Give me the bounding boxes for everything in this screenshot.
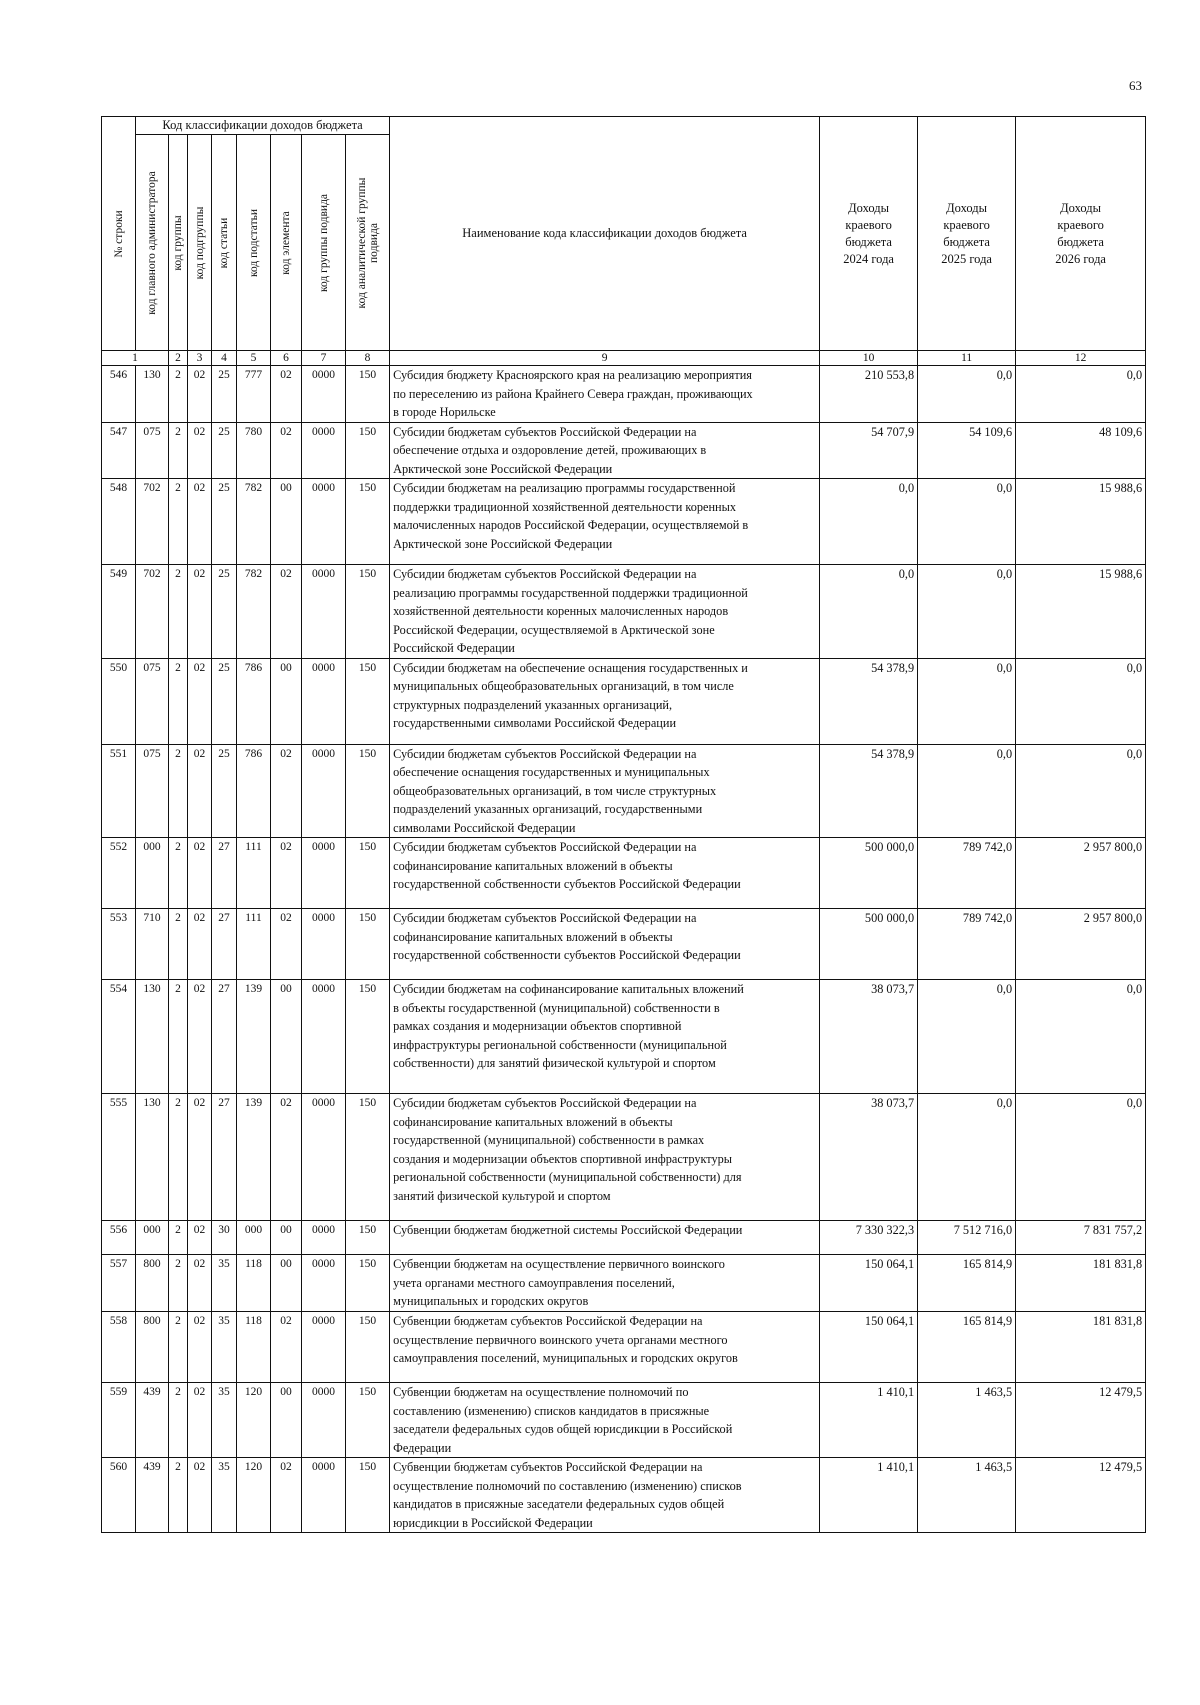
code-cell: 02: [188, 422, 212, 479]
row-name: Субсидии бюджетам субъектов Российской Федерации на софинансирование капитальных вложений в объекты государственной собственности субъектов Российской Федерации: [390, 909, 820, 980]
column-number: 3: [188, 351, 212, 366]
code-cell: 02: [271, 565, 302, 659]
value-2025: 789 742,0: [918, 909, 1016, 980]
code-cell: 0000: [302, 422, 346, 479]
row-number: 546: [102, 366, 136, 423]
code-cell: 118: [237, 1255, 271, 1312]
code-cell: 2: [169, 479, 188, 565]
code-cell: 02: [271, 1458, 302, 1533]
value-2024: 54 378,9: [820, 744, 918, 838]
row-number: 558: [102, 1312, 136, 1383]
row-name: Субвенции бюджетам субъектов Российской Федерации на осуществление первичного воинского учета органами местного самоуправления поселений, муниципальных и городских округов: [390, 1312, 820, 1383]
code-cell: 0000: [302, 1221, 346, 1255]
code-cell: 25: [212, 422, 237, 479]
code-cell: 075: [136, 658, 169, 744]
code-cell: 2: [169, 980, 188, 1094]
code-cell: 25: [212, 744, 237, 838]
code-cell: 150: [346, 422, 390, 479]
code-cell: 2: [169, 1312, 188, 1383]
header-name: Наименование кода классификации доходов бюджета: [390, 117, 820, 351]
code-cell: 0000: [302, 909, 346, 980]
value-2024: 210 553,8: [820, 366, 918, 423]
code-cell: 25: [212, 565, 237, 659]
code-cell: 00: [271, 1255, 302, 1312]
value-2024: 54 378,9: [820, 658, 918, 744]
value-2026: 0,0: [1016, 744, 1146, 838]
value-2026: 181 831,8: [1016, 1312, 1146, 1383]
value-2026: 15 988,6: [1016, 565, 1146, 659]
value-2026: 181 831,8: [1016, 1255, 1146, 1312]
header-classification-group: Код классификации доходов бюджета: [136, 117, 390, 135]
code-cell: 02: [188, 838, 212, 909]
code-cell: 02: [188, 1255, 212, 1312]
code-cell: 150: [346, 980, 390, 1094]
code-cell: 02: [271, 744, 302, 838]
code-cell: 2: [169, 1094, 188, 1221]
value-2025: 0,0: [918, 565, 1016, 659]
code-cell: 439: [136, 1458, 169, 1533]
budget-revenue-table: [101, 116, 1146, 1533]
code-cell: 0000: [302, 1094, 346, 1221]
row-number: 555: [102, 1094, 136, 1221]
code-cell: 0000: [302, 479, 346, 565]
code-cell: 150: [346, 1255, 390, 1312]
code-cell: 782: [237, 565, 271, 659]
code-cell: 0000: [302, 744, 346, 838]
value-2025: 54 109,6: [918, 422, 1016, 479]
table-row: [102, 1458, 1146, 1533]
code-cell: 35: [212, 1383, 237, 1458]
header-code-7: код группы подвида: [302, 135, 346, 351]
table-row: [102, 366, 1146, 423]
code-cell: 02: [188, 1312, 212, 1383]
value-2026: 7 831 757,2: [1016, 1221, 1146, 1255]
code-cell: 150: [346, 479, 390, 565]
code-cell: 111: [237, 838, 271, 909]
value-2025: 789 742,0: [918, 838, 1016, 909]
value-2025: 0,0: [918, 744, 1016, 838]
code-cell: 439: [136, 1383, 169, 1458]
row-name: Субсидия бюджету Красноярского края на реализацию мероприятия по переселению из района Крайнего Севера граждан, проживающих в городе Норильске: [390, 366, 820, 423]
row-number: 550: [102, 658, 136, 744]
code-cell: 120: [237, 1458, 271, 1533]
code-cell: 02: [271, 1094, 302, 1221]
value-2024: 38 073,7: [820, 980, 918, 1094]
header-row-number: № строки: [102, 117, 136, 351]
code-cell: 150: [346, 838, 390, 909]
code-cell: 00: [271, 980, 302, 1094]
table-row: [102, 838, 1146, 909]
code-cell: 0000: [302, 1458, 346, 1533]
value-2024: 38 073,7: [820, 1094, 918, 1221]
code-cell: 130: [136, 980, 169, 1094]
code-cell: 786: [237, 658, 271, 744]
table-row: [102, 980, 1146, 1094]
row-number: 554: [102, 980, 136, 1094]
code-cell: 777: [237, 366, 271, 423]
code-cell: 000: [237, 1221, 271, 1255]
table-row: [102, 1094, 1146, 1221]
value-2026: 12 479,5: [1016, 1458, 1146, 1533]
code-cell: 2: [169, 658, 188, 744]
code-cell: 25: [212, 479, 237, 565]
column-numbers-row: [102, 351, 1146, 366]
code-cell: 150: [346, 658, 390, 744]
value-2025: 165 814,9: [918, 1255, 1016, 1312]
code-cell: 139: [237, 980, 271, 1094]
code-cell: 02: [188, 1094, 212, 1221]
code-cell: 118: [237, 1312, 271, 1383]
table-row: [102, 1255, 1146, 1312]
header-code-1: код главного администратора: [136, 135, 169, 351]
row-number: 557: [102, 1255, 136, 1312]
code-cell: 02: [188, 565, 212, 659]
code-cell: 139: [237, 1094, 271, 1221]
code-cell: 2: [169, 565, 188, 659]
code-cell: 130: [136, 366, 169, 423]
page-number: 63: [1129, 78, 1142, 93]
code-cell: 150: [346, 1458, 390, 1533]
table-row: [102, 422, 1146, 479]
value-2026: 0,0: [1016, 658, 1146, 744]
code-cell: 000: [136, 1221, 169, 1255]
code-cell: 02: [188, 909, 212, 980]
code-cell: 02: [271, 366, 302, 423]
row-name: Субвенции бюджетам на осуществление первичного воинского учета органами местного самоуправления поселений, муниципальных и городских округов: [390, 1255, 820, 1312]
row-name: Субсидии бюджетам на софинансирование капитальных вложений в объекты государственной (муниципальной) собственности в рамках создания и модернизации объектов спортивной инфраструктуры региональной собственности (муниципальной собственности) для занятий физической культурой и спортом: [390, 980, 820, 1094]
column-number: 7: [302, 351, 346, 366]
value-2024: 0,0: [820, 565, 918, 659]
value-2024: 150 064,1: [820, 1255, 918, 1312]
code-cell: 702: [136, 479, 169, 565]
code-cell: 02: [188, 658, 212, 744]
code-cell: 2: [169, 422, 188, 479]
row-name: Субвенции бюджетам бюджетной системы Российской Федерации: [390, 1221, 820, 1255]
code-cell: 27: [212, 838, 237, 909]
header-year-2026: Доходы краевого бюджета 2026 года: [1016, 117, 1146, 351]
value-2026: 15 988,6: [1016, 479, 1146, 565]
row-number: 560: [102, 1458, 136, 1533]
row-name: Субсидии бюджетам на обеспечение оснащения государственных и муниципальных общеобразовательных организаций, в том числе структурных подразделений указанных организаций, государственными символами Российской Федерации: [390, 658, 820, 744]
header-code-4: код статьи: [212, 135, 237, 351]
table-row: [102, 479, 1146, 565]
value-2024: 500 000,0: [820, 909, 918, 980]
value-2025: 1 463,5: [918, 1458, 1016, 1533]
header-year-2024: Доходы краевого бюджета 2024 года: [820, 117, 918, 351]
header-code-6: код элемента: [271, 135, 302, 351]
code-cell: 30: [212, 1221, 237, 1255]
row-number: 559: [102, 1383, 136, 1458]
value-2025: 0,0: [918, 366, 1016, 423]
code-cell: 782: [237, 479, 271, 565]
code-cell: 35: [212, 1312, 237, 1383]
code-cell: 0000: [302, 980, 346, 1094]
code-cell: 02: [271, 838, 302, 909]
code-cell: 02: [188, 479, 212, 565]
table-row: [102, 658, 1146, 744]
value-2025: 0,0: [918, 658, 1016, 744]
code-cell: 150: [346, 744, 390, 838]
header-code-3: код подгруппы: [188, 135, 212, 351]
code-cell: 02: [188, 980, 212, 1094]
column-number: 10: [820, 351, 918, 366]
column-number: 2: [169, 351, 188, 366]
row-name: Субсидии бюджетам субъектов Российской Федерации на софинансирование капитальных вложений в объекты государственной (муниципальной) собственности в рамках создания и модернизации объектов спортивной инфраструктуры региональной собственности (муниципальной собственности) для занятий физической культурой и спортом: [390, 1094, 820, 1221]
code-cell: 150: [346, 565, 390, 659]
code-cell: 27: [212, 909, 237, 980]
code-cell: 786: [237, 744, 271, 838]
code-cell: 710: [136, 909, 169, 980]
value-2025: 0,0: [918, 1094, 1016, 1221]
code-cell: 02: [271, 422, 302, 479]
row-name: Субсидии бюджетам субъектов Российской Федерации на софинансирование капитальных вложений в объекты государственной собственности субъектов Российской Федерации: [390, 838, 820, 909]
code-cell: 150: [346, 1094, 390, 1221]
row-number: 551: [102, 744, 136, 838]
code-cell: 02: [271, 909, 302, 980]
value-2025: 0,0: [918, 980, 1016, 1094]
code-cell: 02: [188, 744, 212, 838]
value-2024: 1 410,1: [820, 1458, 918, 1533]
column-number: 1: [102, 351, 169, 366]
code-cell: 2: [169, 366, 188, 423]
code-cell: 2: [169, 1458, 188, 1533]
header-year-2025: Доходы краевого бюджета 2025 года: [918, 117, 1016, 351]
value-2025: 0,0: [918, 479, 1016, 565]
code-cell: 000: [136, 838, 169, 909]
column-number: 5: [237, 351, 271, 366]
code-cell: 00: [271, 479, 302, 565]
row-number: 548: [102, 479, 136, 565]
table-row: [102, 744, 1146, 838]
code-cell: 150: [346, 1221, 390, 1255]
row-name: Субвенции бюджетам на осуществление полномочий по составлению (изменению) списков кандидатов в присяжные заседатели федеральных судов общей юрисдикции в Российской Федерации: [390, 1383, 820, 1458]
code-cell: 0000: [302, 1383, 346, 1458]
code-cell: 25: [212, 366, 237, 423]
column-number: 11: [918, 351, 1016, 366]
value-2024: 0,0: [820, 479, 918, 565]
value-2026: 12 479,5: [1016, 1383, 1146, 1458]
code-cell: 075: [136, 422, 169, 479]
row-number: 549: [102, 565, 136, 659]
code-cell: 130: [136, 1094, 169, 1221]
row-name: Субвенции бюджетам субъектов Российской Федерации на осуществление полномочий по составлению (изменению) списков кандидатов в присяжные заседатели федеральных судов общей юрисдикции в Российской Федерации: [390, 1458, 820, 1533]
code-cell: 0000: [302, 1255, 346, 1312]
code-cell: 02: [188, 1383, 212, 1458]
row-name: Субсидии бюджетам субъектов Российской Федерации на обеспечение отдыха и оздоровление детей, проживающих в Арктической зоне Российской Федерации: [390, 422, 820, 479]
code-cell: 0000: [302, 838, 346, 909]
code-cell: 2: [169, 744, 188, 838]
code-cell: 075: [136, 744, 169, 838]
table-row: [102, 565, 1146, 659]
row-number: 553: [102, 909, 136, 980]
code-cell: 780: [237, 422, 271, 479]
value-2026: 48 109,6: [1016, 422, 1146, 479]
table-row: [102, 1312, 1146, 1383]
code-cell: 0000: [302, 658, 346, 744]
code-cell: 150: [346, 366, 390, 423]
code-cell: 0000: [302, 366, 346, 423]
code-cell: 120: [237, 1383, 271, 1458]
header-code-8: код аналитической группы подвида: [346, 135, 390, 351]
table-row: [102, 1221, 1146, 1255]
code-cell: 800: [136, 1255, 169, 1312]
code-cell: 150: [346, 1312, 390, 1383]
row-number: 547: [102, 422, 136, 479]
value-2024: 150 064,1: [820, 1312, 918, 1383]
header-code-2: код группы: [169, 135, 188, 351]
value-2025: 7 512 716,0: [918, 1221, 1016, 1255]
value-2024: 1 410,1: [820, 1383, 918, 1458]
value-2026: 0,0: [1016, 980, 1146, 1094]
code-cell: 0000: [302, 1312, 346, 1383]
value-2026: 0,0: [1016, 366, 1146, 423]
code-cell: 2: [169, 838, 188, 909]
code-cell: 27: [212, 1094, 237, 1221]
value-2025: 1 463,5: [918, 1383, 1016, 1458]
row-number: 556: [102, 1221, 136, 1255]
column-number: 8: [346, 351, 390, 366]
value-2024: 7 330 322,3: [820, 1221, 918, 1255]
code-cell: 35: [212, 1255, 237, 1312]
column-number: 4: [212, 351, 237, 366]
code-cell: 00: [271, 1221, 302, 1255]
code-cell: 02: [271, 1312, 302, 1383]
row-name: Субсидии бюджетам субъектов Российской Федерации на реализацию программы государственной поддержки традиционной хозяйственной деятельности коренных малочисленных народов Российской Федерации, осуществляемой в Арктической зоне Российской Федерации: [390, 565, 820, 659]
header-code-5: код подстатьи: [237, 135, 271, 351]
code-cell: 00: [271, 658, 302, 744]
column-number: 6: [271, 351, 302, 366]
row-name: Субсидии бюджетам на реализацию программы государственной поддержки традиционной хозяйственной деятельности коренных малочисленных народов Российской Федерации, осуществляемой в Арктической зоне Российской Федерации: [390, 479, 820, 565]
code-cell: 02: [188, 1221, 212, 1255]
value-2026: 2 957 800,0: [1016, 838, 1146, 909]
value-2024: 54 707,9: [820, 422, 918, 479]
code-cell: 150: [346, 909, 390, 980]
code-cell: 2: [169, 1255, 188, 1312]
row-name: Субсидии бюджетам субъектов Российской Федерации на обеспечение оснащения государственных и муниципальных общеобразовательных организаций, в том числе структурных подразделений указанных организаций, государственными символами Российской Федерации: [390, 744, 820, 838]
code-cell: 00: [271, 1383, 302, 1458]
code-cell: 2: [169, 1221, 188, 1255]
code-cell: 0000: [302, 565, 346, 659]
code-cell: 111: [237, 909, 271, 980]
value-2026: 2 957 800,0: [1016, 909, 1146, 980]
table-row: [102, 909, 1146, 980]
column-number: 9: [390, 351, 820, 366]
code-cell: 27: [212, 980, 237, 1094]
row-number: 552: [102, 838, 136, 909]
value-2025: 165 814,9: [918, 1312, 1016, 1383]
code-cell: 702: [136, 565, 169, 659]
table-row: [102, 1383, 1146, 1458]
code-cell: 150: [346, 1383, 390, 1458]
code-cell: 2: [169, 909, 188, 980]
code-cell: 02: [188, 1458, 212, 1533]
code-cell: 35: [212, 1458, 237, 1533]
value-2024: 500 000,0: [820, 838, 918, 909]
code-cell: 800: [136, 1312, 169, 1383]
code-cell: 02: [188, 366, 212, 423]
value-2026: 0,0: [1016, 1094, 1146, 1221]
code-cell: 2: [169, 1383, 188, 1458]
column-number: 12: [1016, 351, 1146, 366]
code-cell: 25: [212, 658, 237, 744]
